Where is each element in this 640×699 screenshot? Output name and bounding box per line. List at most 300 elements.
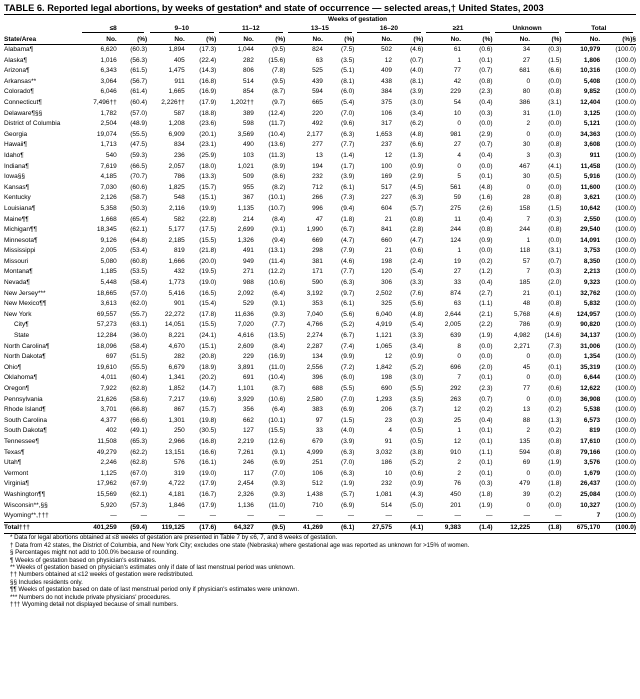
count-cell: 3,569 [237, 130, 254, 138]
percent-cell: (100.0) [615, 120, 636, 128]
percent-cell: (3.0) [410, 98, 424, 106]
percent-cell: (1.5) [548, 204, 562, 212]
percent-cell: (2.1) [479, 310, 493, 318]
percent-cell: (4.0) [341, 427, 355, 435]
count-cell: 306 [381, 279, 392, 287]
percent-cell: (60.3) [130, 46, 148, 53]
count-cell: 660 [381, 236, 392, 244]
percent-cell: (7.3) [341, 194, 355, 202]
count-cell: 127 [243, 427, 254, 435]
count-cell: 1,081 [375, 490, 392, 498]
percent-cell: (6.3) [341, 448, 355, 456]
percent-cell: (62.2) [130, 448, 148, 456]
count-cell: 229 [243, 353, 254, 361]
count-cell: 8,350 [583, 257, 601, 265]
count-cell: 117 [243, 469, 254, 477]
percent-cell: (60.6) [130, 183, 148, 191]
percent-cell: (100.0) [615, 321, 636, 329]
count-cell: 0 [457, 353, 462, 361]
percent-cell: (100.0) [615, 416, 636, 424]
percent-cell: (100.0) [615, 363, 636, 371]
percent-cell: (1.0) [548, 109, 562, 117]
percent-cell: (6.0) [341, 374, 355, 382]
count-cell: 45 [522, 363, 531, 371]
table-row [4, 363, 636, 374]
table-row [4, 501, 636, 512]
percent-cell: (9.3) [271, 480, 286, 488]
percent-cell: (55.5) [130, 130, 148, 138]
pct-total-header: (%)§ [622, 35, 636, 43]
percent-cell: (100.0) [600, 522, 636, 534]
percent-cell: (0.1) [479, 459, 493, 467]
percent-cell: (16.8) [199, 437, 217, 445]
count-cell: 7,922 [100, 385, 117, 392]
count-cell: 1,125 [100, 469, 117, 477]
percent-cell: (6.6) [548, 67, 562, 75]
percent-cell: (0.5) [548, 173, 562, 181]
percent-cell: (17.9) [199, 98, 217, 106]
count-cell: 389 [243, 109, 254, 117]
count-cell: 5,121 [583, 120, 601, 128]
count-cell: 54 [453, 98, 462, 106]
count-cell: 2,005 [444, 321, 462, 329]
count-cell: 490 [243, 141, 254, 149]
percent-cell: (4.7) [410, 236, 424, 244]
percent-cell: (18.9) [199, 363, 217, 371]
percent-cell: (100.0) [615, 406, 636, 414]
group-header: 9–10 [150, 25, 214, 33]
percent-cell: (100.0) [615, 385, 636, 392]
percent-cell: (18.8) [199, 109, 217, 117]
percent-cell: (9.4) [271, 236, 286, 244]
count-cell: 479 [519, 480, 531, 488]
count-cell: 2,502 [375, 289, 392, 297]
percent-cell: (0.3) [410, 416, 424, 424]
table-row [4, 225, 636, 236]
percent-cell: (19.0) [199, 469, 217, 477]
count-cell: 17,962 [96, 480, 117, 488]
percent-cell: (6.3) [410, 194, 424, 202]
count-cell: 1,044 [237, 46, 254, 53]
count-cell: 120 [381, 268, 392, 276]
state-cell: Nevada¶ [4, 279, 30, 287]
no-header: No. [381, 35, 392, 43]
count-cell: 18,665 [96, 289, 117, 297]
percent-cell: (1.9) [479, 332, 493, 340]
percent-cell: (20.1) [199, 130, 217, 138]
percent-cell: (1.3) [548, 416, 562, 424]
percent-cell: (8.2) [271, 183, 286, 191]
percent-cell: (66.5) [130, 162, 148, 170]
percent-cell: (0.1) [548, 363, 562, 371]
percent-cell: (10.6) [268, 279, 286, 287]
percent-cell: (6.9) [341, 406, 355, 414]
count-cell: 3,929 [237, 395, 254, 403]
percent-cell: (100.0) [615, 77, 636, 85]
count-cell: 367 [243, 194, 254, 202]
state-cell: Wisconsin**,§§ [4, 501, 48, 509]
percent-cell: (0.1) [479, 173, 493, 181]
state-cell: Alaska¶ [4, 56, 28, 64]
percent-cell: (4.6) [548, 310, 562, 318]
percent-cell: (3.0) [410, 374, 424, 382]
percent-cell: (5.4) [410, 268, 424, 276]
count-cell: 3,753 [583, 247, 601, 255]
state-cell: Pennsylvania [4, 395, 43, 403]
percent-cell: (9.5) [254, 522, 285, 534]
percent-cell: (0.2) [548, 490, 562, 498]
count-cell: 1,668 [100, 215, 117, 223]
count-cell: 12 [453, 406, 462, 414]
percent-cell: (49.1) [130, 427, 148, 435]
percent-cell: (0.0) [548, 183, 562, 191]
count-cell: 7,020 [237, 321, 254, 329]
count-cell: 250 [173, 427, 185, 435]
count-cell: 14,051 [164, 321, 185, 329]
count-cell: 27 [522, 56, 531, 64]
count-cell: 3,032 [375, 448, 392, 456]
count-cell: 4,722 [168, 480, 185, 488]
count-cell: 3,621 [583, 194, 601, 202]
count-cell: 383 [312, 406, 323, 414]
count-cell: 80 [522, 88, 531, 96]
percent-cell: (100.0) [615, 215, 636, 223]
count-cell: 604 [381, 204, 392, 212]
count-cell: 3,891 [237, 363, 254, 371]
table-row [4, 278, 636, 289]
percent-cell: (0.1) [548, 289, 562, 297]
percent-cell: (51.5) [130, 353, 148, 361]
percent-cell: (16.1) [199, 459, 217, 467]
percent-cell: (11.3) [268, 151, 286, 159]
percent-cell: (2.9) [479, 130, 493, 138]
percent-cell: (6.2) [410, 120, 424, 128]
count-cell: 21 [384, 247, 392, 255]
state-cell: District of Columbia [4, 120, 61, 128]
table-row [4, 479, 636, 490]
percent-cell: (3.4) [410, 342, 424, 350]
count-cell: 0 [526, 77, 531, 85]
count-cell: 61 [453, 46, 462, 53]
count-cell: 439 [312, 77, 323, 85]
count-cell: 57,273 [96, 321, 117, 329]
state-cell: Kansas¶ [4, 183, 30, 191]
percent-cell: (1.4) [461, 522, 492, 534]
percent-cell: (4.8) [410, 130, 424, 138]
percent-cell: (7.7) [341, 268, 355, 276]
state-cell: North Dakota¶ [4, 353, 46, 361]
percent-cell: (100.0) [615, 98, 636, 106]
table-row [4, 437, 636, 448]
count-cell: 824 [312, 46, 323, 53]
count-cell: 97 [315, 416, 323, 424]
state-cell: Montana¶ [4, 268, 33, 276]
count-cell: 34 [522, 46, 531, 53]
percent-cell: (100.0) [615, 490, 636, 498]
footnote: * Data for legal abortions obtained at ≤8 weeks of gestation are presented in Table 7 by ≤6, 7, and 8 weeks of gestation. [10, 534, 338, 542]
count-cell: 901 [173, 300, 185, 308]
table-row [4, 373, 636, 384]
percent-cell: (0.8) [548, 300, 562, 308]
percent-cell: (1.5) [548, 56, 562, 64]
state-cell: North Carolina¶ [4, 342, 50, 350]
count-cell: 2 [457, 459, 462, 467]
percent-cell: (0.0) [479, 247, 493, 255]
table-row [4, 511, 636, 522]
table-row [4, 162, 636, 173]
percent-cell: (6.9) [341, 501, 355, 509]
no-header: No. [106, 35, 117, 43]
count-cell: 34,137 [580, 332, 601, 340]
percent-cell: (8.1) [341, 77, 355, 85]
count-cell: 17,610 [580, 437, 601, 445]
percent-cell: (1.8) [530, 522, 561, 534]
count-cell: 0 [526, 374, 531, 382]
percent-cell: (100.0) [615, 459, 636, 467]
count-cell: 6,573 [583, 416, 601, 424]
count-cell: 10,327 [580, 501, 601, 509]
percent-cell: (62.1) [130, 226, 148, 234]
percent-cell: (0.9) [410, 353, 424, 361]
percent-cell: (0.8) [548, 141, 562, 149]
count-cell: 21 [384, 215, 392, 223]
count-cell: 232 [312, 173, 323, 181]
count-cell: 27 [453, 141, 462, 149]
percent-cell: (19.0) [199, 279, 217, 287]
count-cell: 194 [312, 162, 323, 170]
state-cell: Colorado¶ [4, 88, 34, 96]
percent-cell: (19.5) [199, 268, 217, 276]
percent-cell: (7.5) [341, 46, 355, 53]
percent-cell: (2.4) [410, 257, 424, 265]
percent-cell: (3.9) [341, 173, 355, 181]
count-cell: 9,323 [583, 279, 601, 287]
count-cell: 576 [173, 459, 185, 467]
no-header: No. [519, 35, 531, 43]
percent-cell: (100.0) [615, 236, 636, 244]
count-cell: 13 [522, 406, 531, 414]
count-cell: 64,327 [216, 522, 254, 534]
percent-cell: (0.9) [410, 480, 424, 488]
percent-cell: (1.3) [410, 151, 424, 159]
percent-cell: (17.3) [199, 46, 217, 53]
table-row [4, 257, 636, 268]
count-cell: 2,556 [306, 363, 323, 371]
count-cell: 491 [243, 247, 254, 255]
count-cell: 4,766 [306, 321, 323, 329]
count-cell: 1,016 [100, 56, 117, 64]
percent-cell: (0.0) [479, 353, 493, 361]
table-body [4, 45, 636, 534]
percent-cell: (6.1) [323, 522, 354, 534]
table-row [4, 215, 636, 226]
percent-cell: (4.7) [341, 236, 355, 244]
percent-cell: — [209, 512, 217, 520]
percent-cell: (100.0) [615, 141, 636, 149]
percent-cell: — [555, 512, 562, 520]
state-cell: South Dakota¶ [4, 427, 47, 435]
percent-cell: (9.1) [271, 448, 286, 456]
percent-cell: (7.4) [341, 342, 355, 350]
table-row [4, 87, 636, 98]
percent-cell: (15.6) [268, 56, 286, 64]
percent-cell: (0.0) [479, 120, 493, 128]
percent-cell: (5.5) [341, 385, 355, 392]
count-cell: 246 [243, 459, 254, 467]
count-cell: 5,768 [513, 310, 531, 318]
percent-cell: (4.8) [479, 183, 493, 191]
state-cell: Mississippi [4, 247, 36, 255]
table-row [4, 299, 636, 310]
percent-cell: (15.1) [199, 342, 217, 350]
count-cell: 26,437 [580, 480, 601, 488]
state-cell: Minnesota¶ [4, 236, 38, 244]
count-cell: 34,363 [580, 130, 601, 138]
percent-cell: (0.0) [548, 120, 562, 128]
count-cell: 271 [243, 268, 254, 276]
percent-cell: (0.4) [479, 416, 493, 424]
count-cell: 2,454 [237, 480, 254, 488]
state-cell: Idaho¶ [4, 151, 24, 159]
percent-cell: (5.6) [341, 310, 355, 318]
count-cell: 1,846 [168, 501, 185, 509]
count-cell: 1 [526, 236, 531, 244]
no-header: No. [174, 35, 185, 43]
count-cell: 690 [381, 385, 392, 392]
group-header-row [4, 24, 636, 34]
count-cell: 244 [519, 226, 531, 234]
count-cell: 106 [381, 109, 392, 117]
percent-cell: (0.0) [479, 162, 493, 170]
percent-cell: (7.9) [341, 247, 355, 255]
percent-cell: (0.7) [548, 257, 562, 265]
table-row [4, 342, 636, 353]
percent-cell: (5.7) [410, 204, 424, 212]
percent-cell: (4.6) [410, 46, 424, 53]
count-cell: 3,576 [583, 459, 601, 467]
percent-cell: (0.6) [548, 385, 562, 392]
pct-header: (%) [413, 35, 424, 43]
percent-cell: (100.0) [615, 469, 636, 477]
state-cell: Connecticut¶ [4, 98, 42, 106]
count-cell: 124 [450, 236, 462, 244]
count-cell: 3,613 [100, 300, 117, 308]
footnote: ¶ Weeks of gestation based on physician's estimates. [10, 556, 157, 564]
no-header: No. [243, 35, 254, 43]
count-cell: 7,030 [100, 183, 117, 191]
table-row [4, 98, 636, 109]
percent-cell: (6.7) [341, 332, 355, 340]
count-cell: 27 [453, 268, 462, 276]
percent-cell: (4.8) [410, 310, 424, 318]
percent-cell: (17.8) [199, 310, 217, 318]
percent-cell: (1.8) [548, 480, 562, 488]
percent-cell: (5.0) [410, 501, 424, 509]
percent-cell: (0.0) [548, 236, 562, 244]
percent-cell: (20.2) [199, 374, 217, 382]
state-cell: Alabama¶ [4, 46, 34, 53]
count-cell: 19,074 [96, 130, 117, 138]
table-row [4, 310, 636, 321]
count-cell: 582 [173, 215, 185, 223]
count-cell: 158 [519, 204, 531, 212]
count-cell: 806 [243, 67, 254, 75]
count-cell: 21 [522, 289, 531, 297]
count-cell: 3,192 [306, 289, 323, 297]
percent-cell: (100.0) [615, 204, 636, 212]
state-cell: New Jersey*** [4, 289, 46, 297]
count-cell: 1,136 [237, 501, 254, 509]
count-cell: 63 [315, 56, 323, 64]
count-cell: 31 [522, 109, 531, 117]
state-cell: Indiana¶ [4, 162, 29, 170]
count-cell: 9,852 [583, 88, 601, 96]
percent-cell: (1.4) [341, 151, 355, 159]
count-cell: 1,666 [168, 257, 185, 265]
percent-cell: (100.0) [615, 310, 636, 318]
percent-cell: (0.5) [410, 437, 424, 445]
count-cell: 69 [522, 459, 531, 467]
count-cell: 30 [522, 173, 531, 181]
count-cell: 36,908 [580, 395, 601, 403]
percent-cell: (17.6) [185, 522, 216, 534]
count-cell: 4,999 [306, 448, 323, 456]
count-cell: 4,919 [375, 321, 392, 329]
percent-cell: (3.7) [410, 406, 424, 414]
count-cell: 402 [105, 427, 117, 435]
count-cell: — [110, 512, 117, 520]
count-cell: 517 [381, 183, 392, 191]
percent-cell: (100.0) [615, 300, 636, 308]
count-cell: 0 [526, 395, 531, 403]
count-cell: 251 [312, 459, 323, 467]
count-cell: 2,580 [306, 395, 323, 403]
percent-cell: (47.5) [130, 141, 148, 149]
count-cell: 3,125 [583, 109, 601, 117]
count-cell: 1,065 [375, 342, 392, 350]
count-cell: 561 [450, 183, 462, 191]
count-cell: 4 [388, 427, 392, 435]
percent-cell: (0.0) [548, 353, 562, 361]
percent-cell: (11.0) [268, 363, 286, 371]
percent-cell: (7.3) [548, 342, 562, 350]
count-cell: 12 [384, 56, 392, 64]
count-cell: 49,279 [96, 448, 117, 456]
percent-cell: (66.8) [130, 406, 148, 414]
count-cell: 5,916 [583, 173, 601, 181]
percent-cell: (59.3) [130, 151, 148, 159]
percent-cell: (58.6) [130, 395, 148, 403]
percent-cell: (3.1) [548, 247, 562, 255]
count-cell: 2,287 [306, 342, 323, 350]
count-cell: 317 [381, 120, 392, 128]
count-cell: 710 [312, 501, 323, 509]
percent-cell: (22.4) [199, 56, 217, 64]
count-cell: 598 [243, 120, 254, 128]
count-cell: 639 [450, 332, 462, 340]
count-cell: 502 [381, 46, 392, 53]
count-cell: 1,301 [168, 416, 185, 424]
percent-cell: (7.0) [341, 459, 355, 467]
count-cell: 1,185 [100, 268, 117, 276]
percent-cell: (62.8) [130, 459, 148, 467]
count-cell: 911 [589, 151, 601, 159]
percent-cell: (7.6) [410, 289, 424, 297]
count-cell: 381 [312, 257, 323, 265]
percent-cell: — [140, 512, 148, 520]
percent-cell: (1.9) [548, 459, 562, 467]
percent-cell: (3.8) [410, 448, 424, 456]
